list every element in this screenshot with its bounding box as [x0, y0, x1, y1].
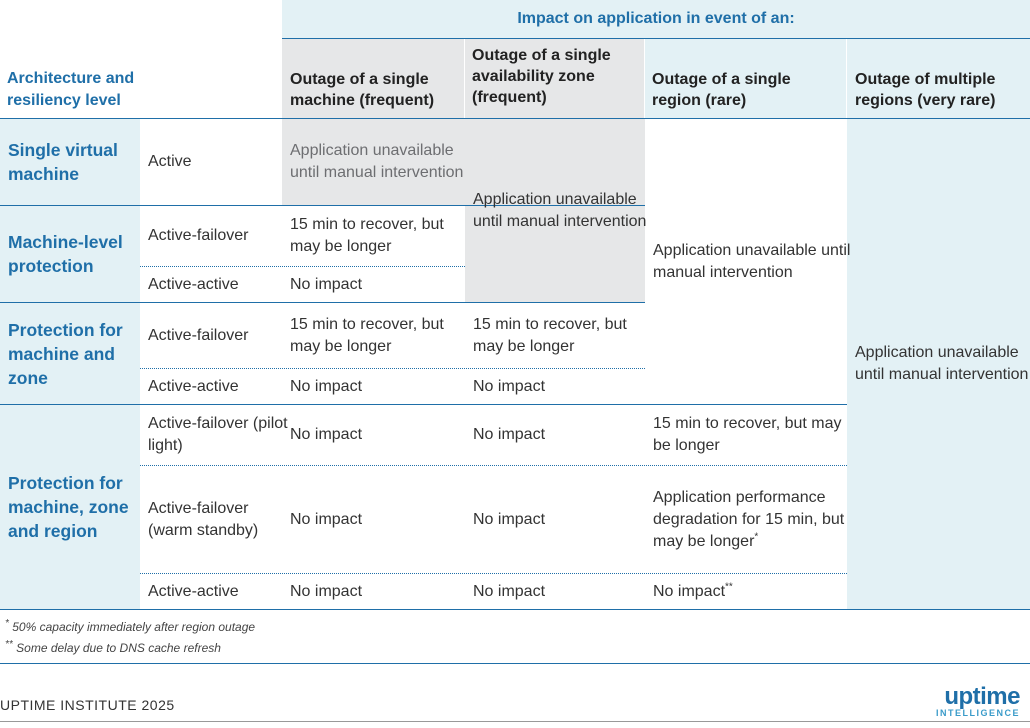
group-label: Single virtual machine	[8, 140, 118, 184]
cell-r6-region-text: Application performance degradation for 15 min, but may be longer	[653, 488, 845, 550]
cell-r7-zone: No impact	[473, 582, 546, 600]
cell-r3-machine: 15 min to recover, but may be longer	[290, 315, 444, 355]
row-header: Architecture and resiliency level	[7, 70, 135, 109]
cell-r5-zone: No impact	[473, 426, 546, 443]
table-bottom-rule	[0, 609, 1030, 610]
footnote-mark: **	[725, 581, 733, 593]
footnote-text: 50% capacity immediately after region outage	[12, 620, 256, 634]
page-bottom-rule	[0, 721, 1030, 722]
group-label: Protection for machine, zone and region	[8, 473, 129, 541]
group-title-rule	[282, 38, 1030, 39]
mode-label: Active-active	[148, 275, 239, 293]
uptime-logo-subtitle: INTELLIGENCE	[935, 708, 1020, 718]
mode-label: Active-failover	[148, 227, 249, 244]
header-divider	[644, 39, 645, 119]
footnote-mark: *	[5, 618, 9, 629]
footnote-mark: *	[754, 531, 759, 543]
mode-label: Active-active	[148, 582, 239, 600]
cell-r5-region: 15 min to recover, but may be longer	[653, 415, 842, 454]
brand-credit: UPTIME INSTITUTE 2025	[0, 697, 175, 713]
group-label: Machine-level protection	[8, 232, 123, 276]
column-header-region: Outage of a single region (rare)	[652, 71, 791, 109]
cell-r4-zone: No impact	[473, 377, 546, 395]
group-label: Protection for machine and zone	[8, 319, 123, 388]
cell-r7-region	[645, 574, 855, 609]
cell-r6-machine: No impact	[290, 510, 363, 528]
column-header-machine: Outage of a single machine (frequent)	[290, 71, 435, 109]
footnote-text: Some delay due to DNS cache refresh	[16, 641, 221, 655]
mode-label: Active	[148, 153, 192, 170]
cell-region-merged: Application unavailable until manual intervention	[653, 241, 851, 281]
mode-label: Active-failover	[148, 326, 249, 344]
mode-label: Active-failover (pilot light)	[148, 415, 288, 454]
cell-r3-zone: 15 min to recover, but may be longer	[473, 315, 627, 355]
group-title: Impact on application in event of an:	[517, 10, 795, 27]
cell-r0-machine: Application unavailable until manual intervention	[290, 142, 464, 181]
cell-multi-merged: Application unavailable until manual intervention	[855, 344, 1029, 383]
cell-r2-machine: No impact	[290, 275, 363, 293]
mode-label: Active-failover (warm standby)	[148, 499, 259, 539]
column-header-zone: Outage of a single availability zone (frequent)	[472, 47, 611, 106]
header-divider	[846, 39, 847, 119]
cell-r5-machine: No impact	[290, 426, 363, 443]
uptime-logo: uptime	[944, 683, 1020, 710]
footer-rule	[0, 663, 1030, 664]
cell-r1-machine: 15 min to recover, but may be longer	[290, 216, 444, 255]
footnote-mark: **	[5, 639, 13, 650]
footnote	[5, 641, 221, 655]
cell-r7-machine: No impact	[290, 582, 363, 600]
cell-r4-machine: No impact	[290, 377, 363, 395]
column-header-multi: Outage of multiple regions (very rare)	[855, 71, 996, 109]
cell-r6-region	[645, 466, 855, 573]
mode-label: Active-active	[148, 377, 239, 395]
cell-r7-region-text: No impact	[653, 582, 726, 600]
cell-r6-zone: No impact	[473, 510, 546, 528]
header-divider	[464, 39, 465, 119]
footnote	[5, 620, 255, 634]
cell-zone-merged: Application unavailable until manual intervention	[473, 191, 647, 230]
